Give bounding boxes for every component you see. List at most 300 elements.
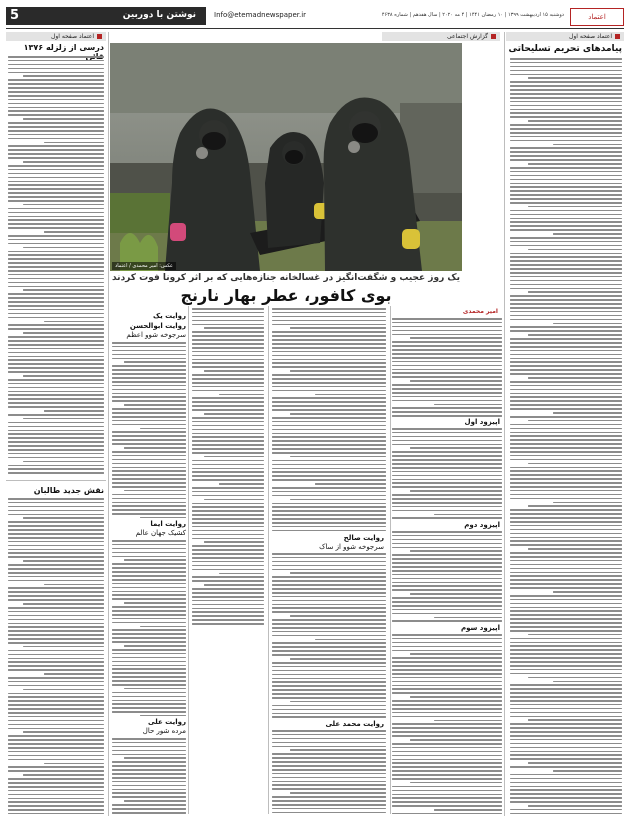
left-column-tag bbox=[6, 32, 106, 41]
text-line bbox=[290, 370, 386, 372]
text-line bbox=[192, 514, 264, 516]
text-line bbox=[272, 526, 386, 528]
text-line bbox=[272, 522, 386, 524]
left-column-headline: درسی از زلزله ۱۳۷۶ bbox=[23, 43, 104, 52]
text-line bbox=[8, 324, 104, 326]
text-line bbox=[510, 766, 622, 768]
text-line bbox=[8, 611, 104, 613]
text-line bbox=[8, 661, 104, 663]
text-line bbox=[112, 684, 186, 686]
text-line bbox=[392, 759, 502, 761]
text-line bbox=[510, 202, 622, 204]
text-line bbox=[272, 576, 386, 578]
column-divider bbox=[268, 306, 269, 814]
text-line bbox=[8, 200, 104, 202]
text-line bbox=[8, 305, 104, 307]
text-line bbox=[124, 602, 186, 604]
text-line bbox=[528, 77, 622, 79]
text-line bbox=[112, 761, 186, 763]
text-line bbox=[392, 685, 502, 687]
text-line bbox=[272, 681, 386, 683]
text-line bbox=[290, 701, 386, 703]
text-line bbox=[510, 307, 622, 309]
text-line bbox=[112, 400, 186, 402]
text-line bbox=[272, 436, 386, 438]
text-line bbox=[510, 101, 622, 103]
text-line bbox=[290, 327, 386, 329]
tag-marker-icon bbox=[97, 34, 102, 39]
text-line bbox=[272, 378, 386, 380]
text-line bbox=[192, 615, 264, 617]
tag-marker-icon bbox=[491, 34, 496, 39]
text-line bbox=[112, 396, 186, 398]
text-line bbox=[392, 794, 502, 796]
text-line bbox=[272, 374, 386, 376]
article-column-3-part-1 bbox=[192, 308, 264, 814]
text-line bbox=[112, 750, 186, 752]
text-line bbox=[8, 786, 104, 788]
text-line bbox=[112, 498, 186, 500]
text-line bbox=[528, 120, 622, 122]
text-line bbox=[124, 800, 186, 802]
text-line bbox=[392, 677, 502, 679]
text-line bbox=[272, 409, 386, 411]
text-line bbox=[8, 766, 104, 768]
text-line bbox=[272, 812, 386, 814]
text-line bbox=[510, 673, 622, 675]
text-line bbox=[8, 422, 104, 424]
text-line bbox=[510, 470, 622, 472]
article-column-1-part-1 bbox=[392, 318, 502, 418]
text-line bbox=[44, 142, 104, 144]
photo-illustration bbox=[110, 43, 462, 271]
text-line bbox=[192, 522, 264, 524]
text-line bbox=[44, 410, 104, 412]
text-line bbox=[8, 498, 104, 500]
text-line bbox=[392, 345, 502, 347]
text-line bbox=[510, 155, 622, 157]
text-line bbox=[192, 378, 264, 380]
text-line bbox=[112, 754, 186, 756]
text-line bbox=[192, 386, 264, 388]
text-line bbox=[510, 147, 622, 149]
text-line bbox=[8, 212, 104, 214]
text-line bbox=[392, 547, 502, 549]
left-column-second-headline: نقش جدید طالبان bbox=[33, 486, 104, 495]
text-line bbox=[8, 192, 104, 194]
text-line bbox=[510, 342, 622, 344]
text-line bbox=[272, 308, 386, 310]
text-line bbox=[510, 330, 622, 332]
text-line bbox=[392, 400, 502, 402]
text-line bbox=[392, 743, 502, 745]
left-column-second-body bbox=[8, 498, 104, 814]
text-line bbox=[8, 658, 104, 660]
text-line bbox=[8, 348, 104, 350]
text-line bbox=[272, 796, 386, 798]
text-line bbox=[272, 666, 386, 668]
text-line bbox=[392, 589, 502, 591]
text-line bbox=[192, 355, 264, 357]
text-line bbox=[8, 634, 104, 636]
text-line bbox=[272, 804, 386, 806]
text-line bbox=[510, 89, 622, 91]
text-line bbox=[510, 774, 622, 776]
text-line bbox=[8, 87, 104, 89]
text-line bbox=[8, 367, 104, 369]
tag-marker-icon bbox=[615, 34, 620, 39]
text-line bbox=[112, 377, 186, 379]
text-line bbox=[192, 405, 264, 407]
text-line bbox=[8, 126, 104, 128]
text-line bbox=[392, 638, 502, 640]
text-line bbox=[510, 626, 622, 628]
text-line bbox=[272, 685, 386, 687]
text-line bbox=[8, 352, 104, 354]
text-line bbox=[112, 796, 186, 798]
text-line bbox=[290, 615, 386, 617]
text-line bbox=[8, 587, 104, 589]
text-line bbox=[23, 75, 104, 77]
text-line bbox=[192, 316, 264, 318]
text-line bbox=[272, 557, 386, 559]
text-line bbox=[8, 391, 104, 393]
contact-email[interactable]: Info@etemadnewspaper.ir bbox=[214, 11, 307, 19]
text-line bbox=[112, 494, 186, 496]
text-line bbox=[392, 601, 502, 603]
text-line bbox=[140, 715, 186, 716]
text-line bbox=[44, 231, 104, 233]
text-line bbox=[510, 455, 622, 457]
text-line bbox=[392, 723, 502, 725]
text-line bbox=[112, 653, 186, 655]
text-line bbox=[528, 377, 622, 379]
text-line bbox=[510, 264, 622, 266]
text-line bbox=[272, 425, 386, 427]
text-line bbox=[192, 549, 264, 551]
text-line bbox=[8, 359, 104, 361]
text-line bbox=[272, 619, 386, 621]
text-line bbox=[510, 221, 622, 223]
text-line bbox=[8, 402, 104, 404]
text-line bbox=[8, 274, 104, 276]
text-line bbox=[290, 499, 386, 501]
text-line bbox=[510, 610, 622, 612]
text-line bbox=[510, 225, 622, 227]
text-line bbox=[8, 110, 104, 112]
left-column-body bbox=[8, 56, 104, 476]
text-line bbox=[272, 600, 386, 602]
text-line bbox=[8, 545, 104, 547]
center-section-tag bbox=[382, 32, 500, 41]
text-line bbox=[510, 373, 622, 375]
text-line bbox=[8, 650, 104, 652]
text-line bbox=[392, 318, 502, 320]
right-column-body bbox=[510, 58, 622, 814]
text-line bbox=[528, 548, 622, 550]
text-line bbox=[112, 649, 186, 651]
text-line bbox=[392, 585, 502, 587]
text-line bbox=[510, 498, 622, 500]
text-line bbox=[112, 804, 186, 806]
text-line bbox=[510, 109, 622, 111]
text-line bbox=[140, 626, 186, 628]
text-line bbox=[510, 303, 622, 305]
text-line bbox=[510, 295, 622, 297]
text-line bbox=[510, 183, 622, 185]
text-line bbox=[528, 463, 622, 465]
text-line bbox=[8, 798, 104, 800]
text-line bbox=[23, 418, 104, 420]
text-line bbox=[8, 708, 104, 710]
text-line bbox=[140, 517, 186, 518]
text-line bbox=[112, 707, 186, 709]
text-line bbox=[272, 444, 386, 446]
text-line bbox=[8, 254, 104, 256]
text-line bbox=[510, 70, 622, 72]
text-line bbox=[510, 793, 622, 795]
text-line bbox=[272, 623, 386, 625]
text-line bbox=[392, 605, 502, 607]
text-line bbox=[272, 401, 386, 403]
text-line bbox=[112, 587, 186, 589]
text-line bbox=[510, 432, 622, 434]
text-line bbox=[392, 543, 502, 545]
text-line bbox=[272, 433, 386, 435]
text-line bbox=[112, 773, 186, 775]
text-line bbox=[112, 789, 186, 791]
text-line bbox=[112, 389, 186, 391]
text-line bbox=[192, 401, 264, 403]
text-line bbox=[510, 599, 622, 601]
text-line bbox=[8, 813, 104, 814]
text-line bbox=[272, 366, 386, 368]
text-line bbox=[8, 243, 104, 245]
text-line bbox=[392, 330, 502, 332]
text-line bbox=[510, 723, 622, 725]
article-column-2-part-3 bbox=[272, 730, 386, 814]
text-line bbox=[192, 308, 264, 310]
text-line bbox=[8, 145, 104, 147]
text-line bbox=[8, 441, 104, 443]
text-line bbox=[272, 479, 386, 481]
text-line bbox=[272, 713, 386, 715]
text-line bbox=[510, 564, 622, 566]
subhead-episode-3: اپیزود سوم bbox=[460, 624, 500, 632]
text-line bbox=[112, 661, 186, 663]
text-line bbox=[510, 132, 622, 134]
subhead-one: روایت یک bbox=[152, 312, 186, 320]
text-line bbox=[510, 97, 622, 99]
text-line bbox=[272, 646, 386, 648]
text-line bbox=[192, 565, 264, 567]
text-line bbox=[112, 808, 186, 810]
text-line bbox=[8, 716, 104, 718]
text-line bbox=[8, 591, 104, 593]
text-line bbox=[8, 181, 104, 183]
text-line bbox=[23, 774, 104, 776]
text-line bbox=[112, 342, 186, 344]
section-title: نوشتن با دوربین bbox=[122, 10, 196, 20]
text-line bbox=[510, 603, 622, 605]
text-line bbox=[510, 521, 622, 523]
text-line bbox=[510, 696, 622, 698]
text-line bbox=[392, 535, 502, 537]
subhead-abolhasan: روایت ابوالحسن bbox=[129, 322, 186, 330]
text-line bbox=[392, 786, 502, 788]
article-byline: امیر محمدی bbox=[462, 308, 498, 315]
text-line bbox=[272, 635, 386, 637]
text-line bbox=[8, 525, 104, 527]
text-line bbox=[510, 424, 622, 426]
text-line bbox=[528, 163, 622, 165]
text-line bbox=[8, 177, 104, 179]
text-line bbox=[410, 653, 502, 655]
text-line bbox=[510, 381, 622, 383]
text-line bbox=[392, 531, 502, 533]
text-line bbox=[510, 494, 622, 496]
right-column-tag-label: اعتماد صفحه اول bbox=[569, 33, 612, 40]
text-line bbox=[23, 517, 104, 519]
text-line bbox=[8, 266, 104, 268]
text-line bbox=[112, 408, 186, 410]
text-line bbox=[272, 607, 386, 609]
text-line bbox=[510, 684, 622, 686]
text-line bbox=[510, 140, 622, 142]
text-line bbox=[192, 495, 264, 497]
issue-date-line: دوشنبه ۱۵ اردیبهشت ۱۳۹۹ | ۱۰ رمضان ۱۴۴۱ | ۴ مه ۲۰۲۰ | سال هفدهم | شماره ۴۶۳۸ bbox=[381, 12, 564, 18]
text-line bbox=[8, 693, 104, 695]
text-line bbox=[23, 375, 104, 377]
text-line bbox=[510, 618, 622, 620]
text-line bbox=[528, 719, 622, 721]
text-line bbox=[8, 700, 104, 702]
text-line bbox=[8, 216, 104, 218]
text-line bbox=[434, 617, 502, 619]
text-line bbox=[510, 630, 622, 632]
text-line bbox=[272, 452, 386, 454]
text-line bbox=[272, 705, 386, 707]
text-line bbox=[8, 457, 104, 459]
text-line bbox=[392, 597, 502, 599]
text-line bbox=[392, 582, 502, 584]
text-line bbox=[510, 645, 622, 647]
text-line bbox=[112, 373, 186, 375]
text-line bbox=[392, 554, 502, 556]
text-line bbox=[315, 639, 386, 641]
text-line bbox=[528, 334, 622, 336]
text-line bbox=[272, 765, 386, 767]
text-line bbox=[272, 716, 386, 718]
text-line bbox=[392, 712, 502, 714]
text-line bbox=[8, 537, 104, 539]
text-line bbox=[272, 530, 386, 532]
text-line bbox=[192, 359, 264, 361]
text-line bbox=[510, 354, 622, 356]
text-line bbox=[510, 338, 622, 340]
text-line bbox=[112, 606, 186, 608]
text-line bbox=[510, 350, 622, 352]
text-line bbox=[272, 784, 386, 786]
text-line bbox=[510, 533, 622, 535]
text-line bbox=[510, 607, 622, 609]
text-line bbox=[112, 777, 186, 779]
text-line bbox=[392, 384, 502, 386]
text-line bbox=[8, 626, 104, 628]
text-line bbox=[8, 79, 104, 81]
text-line bbox=[510, 253, 622, 255]
text-line bbox=[392, 801, 502, 803]
text-line bbox=[8, 99, 104, 101]
text-line bbox=[290, 792, 386, 794]
text-line bbox=[510, 708, 622, 710]
text-line bbox=[510, 260, 622, 262]
text-line bbox=[192, 487, 264, 489]
text-line bbox=[8, 576, 104, 578]
text-line bbox=[192, 347, 264, 349]
text-line bbox=[272, 464, 386, 466]
text-line bbox=[510, 622, 622, 624]
text-line bbox=[112, 385, 186, 387]
text-line bbox=[272, 781, 386, 783]
text-line bbox=[510, 544, 622, 546]
text-line bbox=[410, 337, 502, 339]
text-line bbox=[392, 482, 502, 484]
text-line bbox=[272, 674, 386, 676]
text-line bbox=[8, 122, 104, 124]
text-line bbox=[204, 541, 264, 543]
text-line bbox=[392, 766, 502, 768]
text-line bbox=[8, 184, 104, 186]
text-line bbox=[392, 692, 502, 694]
text-line bbox=[392, 486, 502, 488]
text-line bbox=[290, 749, 386, 751]
text-line bbox=[112, 346, 186, 348]
text-line bbox=[272, 709, 386, 711]
text-line bbox=[8, 165, 104, 167]
text-line bbox=[528, 762, 622, 764]
text-line bbox=[8, 223, 104, 225]
text-line bbox=[272, 611, 386, 613]
text-line bbox=[272, 491, 386, 493]
subhead-episode-1: اپیزود اول bbox=[464, 418, 500, 426]
text-line bbox=[192, 503, 264, 505]
article-column-1-part-4 bbox=[392, 634, 502, 814]
text-line bbox=[23, 161, 104, 163]
text-line bbox=[290, 572, 386, 574]
text-line bbox=[510, 482, 622, 484]
text-line bbox=[8, 344, 104, 346]
text-line bbox=[510, 727, 622, 729]
text-line bbox=[392, 428, 502, 430]
text-line bbox=[510, 346, 622, 348]
text-line bbox=[553, 412, 622, 414]
left-column-tag-label: اعتماد صفحه اول bbox=[51, 33, 94, 40]
text-line bbox=[8, 805, 104, 807]
text-line bbox=[192, 382, 264, 384]
text-line bbox=[510, 124, 622, 126]
text-line bbox=[272, 514, 386, 516]
text-line bbox=[192, 448, 264, 450]
subhead-ali-line-2: مرده شور حال bbox=[142, 727, 186, 735]
text-line bbox=[112, 393, 186, 395]
column-divider bbox=[390, 306, 391, 814]
text-line bbox=[553, 233, 622, 235]
text-line bbox=[272, 429, 386, 431]
text-line bbox=[392, 673, 502, 675]
text-line bbox=[392, 609, 502, 611]
text-line bbox=[510, 478, 622, 480]
